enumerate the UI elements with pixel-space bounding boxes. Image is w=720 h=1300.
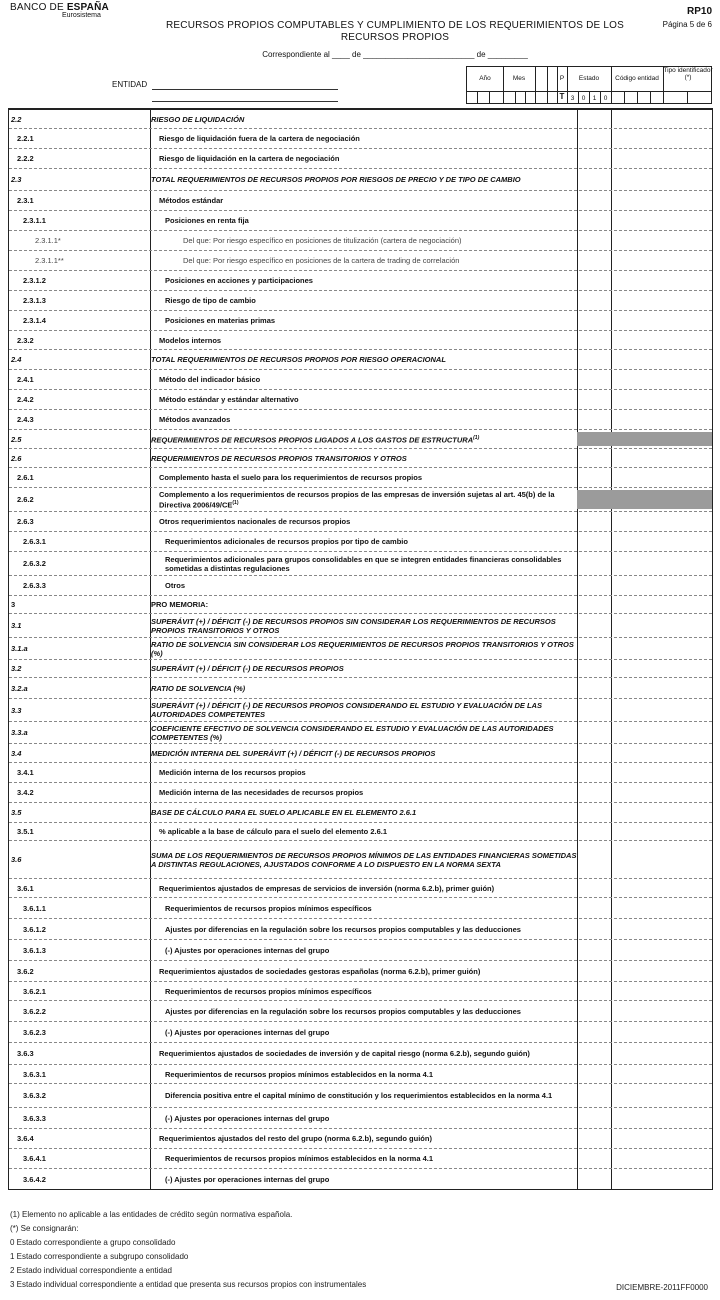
row-description (151, 660, 577, 677)
row-code: 3.1.a (11, 644, 28, 653)
row-description-text: Método del indicador básico (159, 375, 261, 384)
row-code: 3.6.1.2 (23, 924, 46, 934)
row-code: 2.6.2 (17, 495, 34, 504)
row-code: 3.6.2 (17, 966, 34, 976)
row-description (151, 390, 585, 409)
row-description-text: Requerimientos ajustados de empresas de servicios de inversión (norma 6.2.b), primer guión) (159, 883, 495, 893)
footnote-line: 3 Estado individual correspondiente a entidad que presenta sus recursos propios con instrumentales (10, 1280, 367, 1289)
row-description (151, 191, 585, 210)
row-description-text: Riesgo de liquidación fuera de la cartera de negociación (159, 134, 360, 143)
table-row (9, 430, 712, 449)
row-description (151, 110, 577, 128)
row-description (151, 370, 585, 389)
row-description-text: SUPERÁVIT (+) / DÉFICIT (-) DE RECURSOS PROPIOS SIN CONSIDERAR LOS REQUERIMIENTOS DE RECURSOS PROPIOS TRANSITORIOS Y OTROS (151, 616, 556, 635)
row-code: 3.2 (11, 664, 22, 673)
row-description-text: Ajustes por diferencias en la regulación sobre los recursos propios computables y las deducciones (165, 1006, 521, 1016)
table-row (9, 552, 712, 576)
table-row (9, 763, 712, 783)
table-row (9, 1001, 712, 1022)
row-description (151, 1043, 585, 1064)
row-description-text: Requerimientos ajustados de sociedades gestoras españolas (norma 6.2.b), primer guión) (159, 966, 481, 976)
row-description (151, 350, 577, 369)
table-row (9, 410, 712, 430)
form-code: RP10 (686, 6, 712, 17)
not-applicable-cell (577, 432, 712, 446)
logo-text-b: ESPAÑA (66, 2, 109, 13)
row-code: 3.4 (11, 748, 22, 758)
year-label: Año (479, 75, 491, 82)
table-row (9, 576, 712, 596)
row-description (151, 678, 577, 698)
row-description-text: REQUERIMIENTOS DE RECURSOS PROPIOS TRANSITORIOS Y OTROS (151, 453, 407, 463)
row-description (151, 722, 577, 743)
row-code: 2.3 (11, 175, 22, 184)
row-code: 2.3.1 (17, 196, 34, 205)
row-description (151, 841, 577, 878)
row-description (151, 1001, 591, 1021)
footnote-line: (*) Se consignarán: (10, 1224, 79, 1233)
row-description-text: Del que: Por riesgo específico en posiciones de titulización (cartera de negociación) (183, 236, 462, 245)
row-description-text: SUPERÁVIT (+) / DÉFICIT (-) DE RECURSOS PROPIOS (151, 664, 344, 673)
row-description-text: SUMA DE LOS REQUERIMIENTOS DE RECURSOS PROPIOS MÍNIMOS DE LAS ENTIDADES FINANCIERAS SOMETIDAS A DISTINTAS REGULACIONES, AJUSTADOS CONFORME A LO DISPUESTO EN LA NORMA SEXTA (151, 850, 577, 869)
row-description-text: PRO MEMORIA: (151, 600, 209, 609)
table-row (9, 370, 712, 390)
row-code: 2.3.1.1* (35, 236, 61, 245)
table-row (9, 614, 712, 638)
row-description (151, 744, 577, 762)
estado-digit: 1 (592, 95, 597, 102)
row-code: 2.5 (11, 434, 22, 444)
row-code: 2.2.2 (17, 154, 34, 163)
row-description-text: Medición interna de las necesidades de recursos propios (159, 788, 364, 797)
table-row (9, 291, 712, 311)
row-description-text: % aplicable a la base de cálculo para el suelo del elemento 2.6.1 (159, 827, 388, 836)
table-row (9, 110, 712, 129)
row-description-text: Riesgo de liquidación en la cartera de negociación (159, 154, 340, 163)
row-code: 2.4 (11, 355, 22, 364)
row-code: 2.6.1 (17, 473, 34, 482)
table-row (9, 311, 712, 331)
table-row (9, 191, 712, 211)
estado-label: Estado (578, 75, 600, 82)
row-code: 3.6.2.1 (23, 986, 46, 996)
footnote-line: 1 Estado correspondiente a subgrupo consolidado (10, 1252, 189, 1261)
row-description (151, 1129, 585, 1148)
table-row (9, 149, 712, 169)
row-code: 3.4.1 (17, 768, 34, 777)
table-row (9, 449, 712, 468)
row-description-text: Requerimientos de recursos propios mínimos específicos (165, 903, 372, 913)
row-description-text: Ajustes por diferencias en la regulación sobre los recursos propios computables y las deducciones (165, 924, 521, 934)
not-applicable-cell (577, 490, 712, 509)
table-row (9, 722, 712, 744)
table-row (9, 1084, 712, 1108)
table-row (9, 1043, 712, 1065)
row-description-text: COEFICIENTE EFECTIVO DE SOLVENCIA CONSIDERANDO EL ESTUDIO Y EVALUACIÓN DE LAS AUTORIDADES COMPETENTES (%) (151, 723, 554, 742)
logo-subtext: Eurosistema (62, 12, 101, 19)
row-description (151, 129, 585, 148)
row-description (151, 1169, 591, 1189)
row-description-text: Riesgo de tipo de cambio (165, 296, 256, 305)
footnote-ref: (1) (473, 434, 480, 441)
row-description (151, 430, 577, 448)
row-description-text: Requerimientos de recursos propios mínimos establecidos en la norma 4.1 (165, 1069, 433, 1079)
row-code: 3.6.1.3 (23, 945, 46, 955)
table-row (9, 271, 712, 291)
table-row (9, 211, 712, 231)
logo-text-a: BANCO DE (10, 2, 67, 13)
row-description-text: BASE DE CÁLCULO PARA EL SUELO APLICABLE EN EL ELEMENTO 2.6.1 (151, 808, 417, 817)
row-description (151, 532, 591, 551)
row-description (151, 449, 577, 467)
entity-field-line-1[interactable] (152, 89, 338, 90)
row-description (151, 410, 585, 429)
row-description (151, 699, 577, 721)
row-code: 3.6.4.1 (23, 1154, 46, 1163)
table-row (9, 744, 712, 763)
table-row (9, 350, 712, 370)
table-row (9, 596, 712, 614)
bank-logo (10, 2, 109, 19)
identification-box (466, 66, 712, 104)
row-description-text: SUPERÁVIT (+) / DÉFICIT (-) DE RECURSOS PROPIOS CONSIDERANDO EL ESTUDIO Y EVALUACIÓN DE LAS AUTORIDADES COMPETENTES (151, 701, 542, 719)
table-row (9, 169, 712, 191)
estado-digit: 0 (581, 95, 586, 102)
table-row (9, 1108, 712, 1129)
row-code: 3.6.4 (17, 1134, 34, 1143)
row-code: 2.2 (11, 114, 22, 124)
entity-label: ENTIDAD (112, 80, 148, 89)
row-description (151, 898, 591, 918)
row-code: 3.6.2.3 (23, 1027, 46, 1037)
footnote-line: 2 Estado individual correspondiente a entidad (10, 1266, 172, 1275)
row-description-text: Método estándar y estándar alternativo (159, 395, 299, 404)
table-row (9, 532, 712, 552)
table-row (9, 783, 712, 803)
row-description (151, 1108, 591, 1128)
table-row (9, 841, 712, 879)
row-code: 2.3.1.3 (23, 296, 46, 305)
table-row (9, 940, 712, 961)
row-description-text: Medición interna de los recursos propios (159, 768, 306, 777)
row-description (151, 488, 585, 511)
table-row (9, 660, 712, 678)
row-description (151, 1065, 591, 1083)
row-description (151, 1084, 591, 1107)
row-description-text: Otros (165, 581, 186, 590)
row-description-text: Requerimientos de recursos propios mínimos establecidos en la norma 4.1 (165, 1154, 433, 1163)
row-description-text: RIESGO DE LIQUIDACIÓN (151, 114, 245, 124)
row-description-text: Complemento hasta el suelo para los requerimientos de recursos propios (159, 473, 422, 482)
row-code: 3 (11, 600, 16, 609)
table-row (9, 390, 712, 410)
row-description-text: Requerimientos ajustados del resto del grupo (norma 6.2.b), segundo guión) (159, 1134, 432, 1143)
row-description (151, 982, 591, 1000)
row-description-text: Posiciones en renta fija (165, 216, 249, 225)
row-description (151, 596, 577, 613)
entity-code-label: Código entidad (615, 75, 659, 82)
row-code: 3.6 (11, 855, 22, 864)
row-description (151, 311, 591, 330)
row-description (151, 291, 591, 310)
row-description (151, 879, 585, 897)
footnote-line: (1) Elemento no aplicable a las entidades de crédito según normativa española. (10, 1210, 293, 1219)
estado-digit: 3 (570, 95, 575, 102)
row-code: 3.4.2 (17, 788, 34, 797)
row-description-text: (-) Ajustes por operaciones internas del grupo (165, 1174, 330, 1184)
table-row (9, 129, 712, 149)
row-code: 2.6.3.1 (23, 537, 46, 546)
row-code: 3.6.3 (17, 1049, 34, 1058)
row-description (151, 763, 585, 782)
row-description (151, 149, 585, 168)
table-row (9, 231, 712, 251)
table-row (9, 898, 712, 919)
row-description (151, 512, 585, 531)
page-number: Página 5 de 6 (662, 20, 712, 29)
row-description-text: REQUERIMIENTOS DE RECURSOS PROPIOS LIGADOS A LOS GASTOS DE ESTRUCTURA (151, 435, 474, 445)
row-code: 3.6.2.2 (23, 1006, 46, 1016)
row-description-text: TOTAL REQUERIMIENTOS DE RECURSOS PROPIOS POR RIESGO OPERACIONAL (151, 355, 446, 364)
row-code: 2.3.1.4 (23, 316, 46, 325)
row-code: 2.4.1 (17, 375, 34, 384)
table-row (9, 1022, 712, 1043)
row-description (151, 1149, 591, 1168)
row-code: 3.6.1.1 (23, 903, 46, 913)
footnote-ref: (1) (232, 499, 239, 506)
row-code: 3.6.3.2 (23, 1091, 46, 1100)
row-description (151, 552, 591, 575)
row-description-text: (-) Ajustes por operaciones internas del grupo (165, 1113, 330, 1123)
table-row (9, 982, 712, 1001)
table-row (9, 879, 712, 898)
row-description-text: Diferencia positiva entre el capital mínimo de constitución y los requerimientos establecidos en la norma 4.1 (165, 1091, 553, 1100)
table-row (9, 1065, 712, 1084)
table-row (9, 638, 712, 660)
row-description-text: RATIO DE SOLVENCIA SIN CONSIDERAR LOS REQUERIMIENTOS DE RECURSOS PROPIOS TRANSITORIOS Y OTROS (%) (151, 639, 574, 658)
row-code: 2.2.1 (17, 134, 34, 143)
row-description-text: (-) Ajustes por operaciones internas del grupo (165, 945, 330, 955)
row-code: 3.1 (11, 621, 22, 630)
row-description-text: RATIO DE SOLVENCIA (%) (151, 683, 246, 693)
row-description-text: Requerimientos adicionales para grupos consolidables en que se integren entidades financieras consolidables sometidas a distintas regulaciones (165, 554, 562, 573)
table-row (9, 823, 712, 841)
row-code: 3.6.3.3 (23, 1113, 46, 1123)
row-description-text: Requerimientos de recursos propios mínimos específicos (165, 986, 372, 996)
table-row (9, 1149, 712, 1169)
footnote-line: 0 Estado correspondiente a grupo consolidado (10, 1238, 176, 1247)
row-description (151, 231, 609, 250)
row-code: 2.6.3.2 (23, 559, 46, 568)
requirements-table (8, 108, 713, 1190)
row-description-text: Posiciones en materias primas (165, 316, 276, 325)
row-description (151, 614, 577, 637)
row-code: 3.2.a (11, 683, 28, 693)
row-code: 2.6.3.3 (23, 581, 46, 590)
row-description-text: MEDICIÓN INTERNA DEL SUPERÁVIT (+) / DÉFICIT (-) DE RECURSOS PROPIOS (151, 748, 436, 758)
row-code: 3.3 (11, 705, 22, 715)
row-code: 2.3.2 (17, 335, 34, 345)
t-mark: T (559, 92, 565, 101)
row-code: 2.6 (11, 453, 22, 463)
row-description-text: Métodos estándar (159, 196, 224, 205)
table-row (9, 699, 712, 722)
estado-digit: 0 (603, 95, 608, 102)
table-row (9, 488, 712, 512)
row-description-text: Del que: Por riesgo específico en posiciones de la cartera de trading de correlación (183, 256, 460, 265)
row-description-text: Complemento a los requerimientos de recursos propios de las empresas de inversión sujetas al art. 45(b) de la Directiva 2006/49/CE (159, 489, 555, 510)
row-description (151, 211, 591, 230)
table-row (9, 961, 712, 982)
row-description-text: TOTAL REQUERIMIENTOS DE RECURSOS PROPIOS POR RIESGOS DE PRECIO Y DE TIPO DE CAMBIO (151, 175, 521, 184)
row-code: 2.3.1.1** (35, 256, 64, 265)
row-description (151, 331, 585, 349)
table-row (9, 1129, 712, 1149)
row-code: 2.4.2 (17, 395, 34, 404)
table-row (9, 678, 712, 699)
table-row (9, 468, 712, 488)
identifier-type-label: Tipo identificador (*) (663, 67, 713, 81)
row-code: 2.4.3 (17, 415, 34, 424)
row-code: 2.6.3 (17, 517, 34, 526)
document-title: RECURSOS PROPIOS COMPUTABLES Y CUMPLIMIENTO DE LOS REQUERIMIENTOS DE LOS RECURSOS PROPIOS (165, 20, 624, 43)
row-code: 3.6.4.2 (23, 1174, 46, 1184)
row-description (151, 940, 591, 960)
row-description (151, 803, 577, 822)
table-row (9, 512, 712, 532)
row-code: 3.5 (11, 808, 22, 817)
row-description-text: Métodos avanzados (159, 415, 231, 424)
row-description (151, 576, 591, 595)
row-code: 3.5.1 (17, 827, 34, 836)
period-label: P (559, 75, 565, 82)
row-description (151, 638, 577, 659)
row-code: 2.3.1.1 (23, 216, 46, 225)
table-row (9, 1169, 712, 1190)
row-description (151, 783, 585, 802)
month-label: Mes (512, 75, 526, 82)
row-description-text: Requerimientos ajustados de sociedades de inversión y de capital riesgo (norma 6.2.b), segundo guión) (159, 1049, 530, 1058)
table-row (9, 331, 712, 350)
row-description (151, 961, 585, 981)
row-description (151, 1022, 591, 1042)
row-description (151, 169, 577, 190)
row-description (151, 251, 609, 270)
row-description (151, 271, 591, 290)
entity-field-line-2[interactable] (152, 101, 338, 102)
row-description-text: Requerimientos adicionales de recursos propios por tipo de cambio (165, 537, 408, 546)
row-code: 3.6.1 (17, 883, 34, 893)
row-description (151, 468, 585, 487)
table-row (9, 919, 712, 940)
row-description (151, 919, 591, 939)
row-code: 2.3.1.2 (23, 276, 46, 285)
row-description-text: Posiciones en acciones y participaciones (165, 276, 313, 285)
row-description (151, 823, 585, 840)
row-code: 3.6.3.1 (23, 1069, 46, 1079)
row-code: 3.3.a (11, 728, 28, 737)
footer-code: DICIEMBRE-2011FF0000 (616, 1283, 708, 1292)
footnotes (10, 1208, 366, 1292)
row-description-text: Otros requerimientos nacionales de recursos propios (159, 517, 351, 526)
table-row (9, 803, 712, 823)
row-description-text: Modelos internos (159, 335, 222, 345)
table-row (9, 251, 712, 271)
row-description-text: (-) Ajustes por operaciones internas del grupo (165, 1027, 330, 1037)
period-line: Correspondiente al ____ de _________________________ de _________ (262, 50, 528, 59)
